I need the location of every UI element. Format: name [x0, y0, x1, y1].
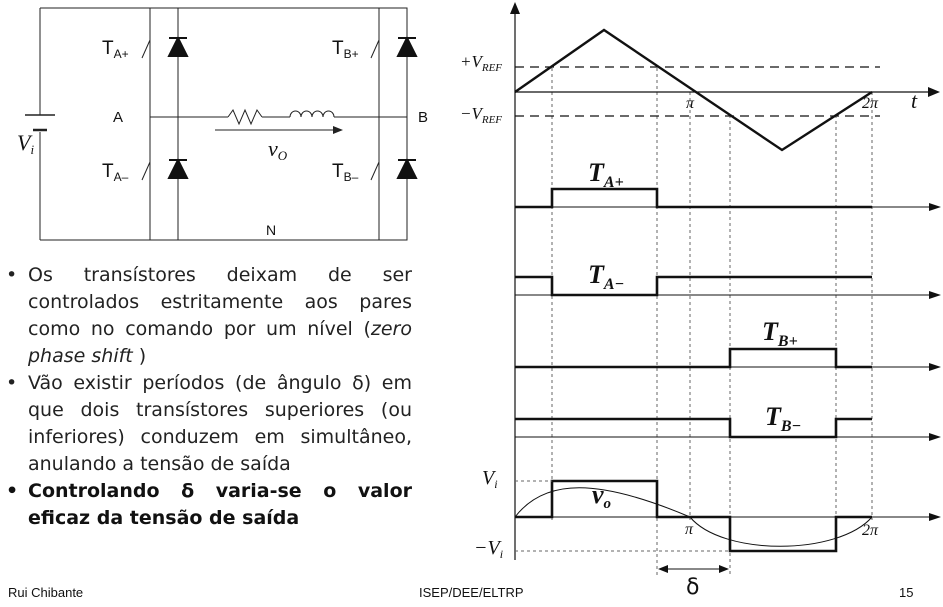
label-output-vo: vO — [268, 136, 288, 163]
bullet-dot: • — [6, 264, 18, 286]
arrow-head-icon — [333, 126, 343, 134]
label-node-n: N — [266, 222, 277, 238]
label-two-pi-top: 2π — [862, 95, 879, 112]
label-ta-minus-wave: $T_{A-}$ — [588, 260, 625, 293]
label-tb-plus-wave: $T_{B+}$ — [762, 317, 798, 350]
footer-author: Rui Chibante — [8, 585, 84, 600]
tb-minus-signal — [515, 419, 872, 437]
label-node-a: A — [113, 109, 124, 126]
delta-arrow-right-icon — [719, 565, 729, 573]
bullet-italic-text: zero phase shift — [28, 318, 412, 367]
label-vi-minus: $-V_i$ — [474, 537, 504, 561]
bullet-item-emphasis — [4, 478, 412, 532]
label-source-vi: Vi — [17, 130, 35, 157]
bullet-text: Controlando δ varia-se o valor eficaz da tensão de saída — [28, 480, 412, 529]
triangle-carrier — [515, 30, 872, 150]
bullet-text-after: ) — [132, 345, 147, 367]
time-axis-arrow-icon — [928, 87, 940, 97]
vertical-axis-arrow-icon — [510, 2, 520, 14]
delta-arrow-left-icon — [658, 565, 668, 573]
bullet-item — [4, 262, 412, 370]
label-tb-minus-wave: $T_{B-}$ — [765, 402, 802, 435]
footer-institution: ISEP/DEE/ELTRP — [419, 585, 524, 600]
ta-minus-signal — [515, 277, 872, 295]
tb-plus-signal — [515, 349, 872, 367]
label-pi-bottom: π — [685, 521, 694, 538]
label-ta-plus-wave: $T_{A+}$ — [588, 158, 624, 191]
label-vref-minus: $-V_{REF}$ — [460, 104, 503, 126]
label-pi-top: π — [686, 95, 695, 112]
footer-page-number: 15 — [899, 585, 914, 600]
label-node-b: B — [418, 109, 429, 126]
vo-signal — [515, 481, 872, 551]
label-two-pi-bottom: 2π — [862, 522, 879, 539]
label-ta-plus: $T_{A+}$ — [102, 38, 129, 61]
ta-plus-signal — [515, 189, 872, 207]
bullet-text: Vão existir períodos (de ângulo δ) em que dois transístores superiores (ou inferiores) conduzem em simultâneo, anulando a tensão de saída — [28, 372, 412, 475]
inverter-circuit — [25, 8, 407, 240]
label-tb-minus: $T_{B-}$ — [332, 161, 359, 184]
label-delta: δ — [686, 575, 700, 600]
label-time: t — [911, 88, 918, 113]
channel-arrow-icons — [929, 203, 941, 521]
label-vi-plus: $V_i$ — [482, 467, 498, 491]
label-vo-wave: vo — [592, 480, 612, 512]
label-vref-plus: $+V_{REF}$ — [460, 52, 503, 74]
label-tb-plus: $T_{B+}$ — [332, 38, 359, 61]
label-ta-minus: $T_{A-}$ — [102, 161, 129, 184]
bullet-list — [4, 262, 412, 532]
bullet-dot: • — [6, 480, 19, 502]
bullet-dot: • — [6, 372, 18, 394]
bullet-text: Os transístores deixam de ser controlados estritamente aos pares como no comando por um nível ( — [28, 264, 412, 340]
bullet-item — [4, 370, 412, 478]
